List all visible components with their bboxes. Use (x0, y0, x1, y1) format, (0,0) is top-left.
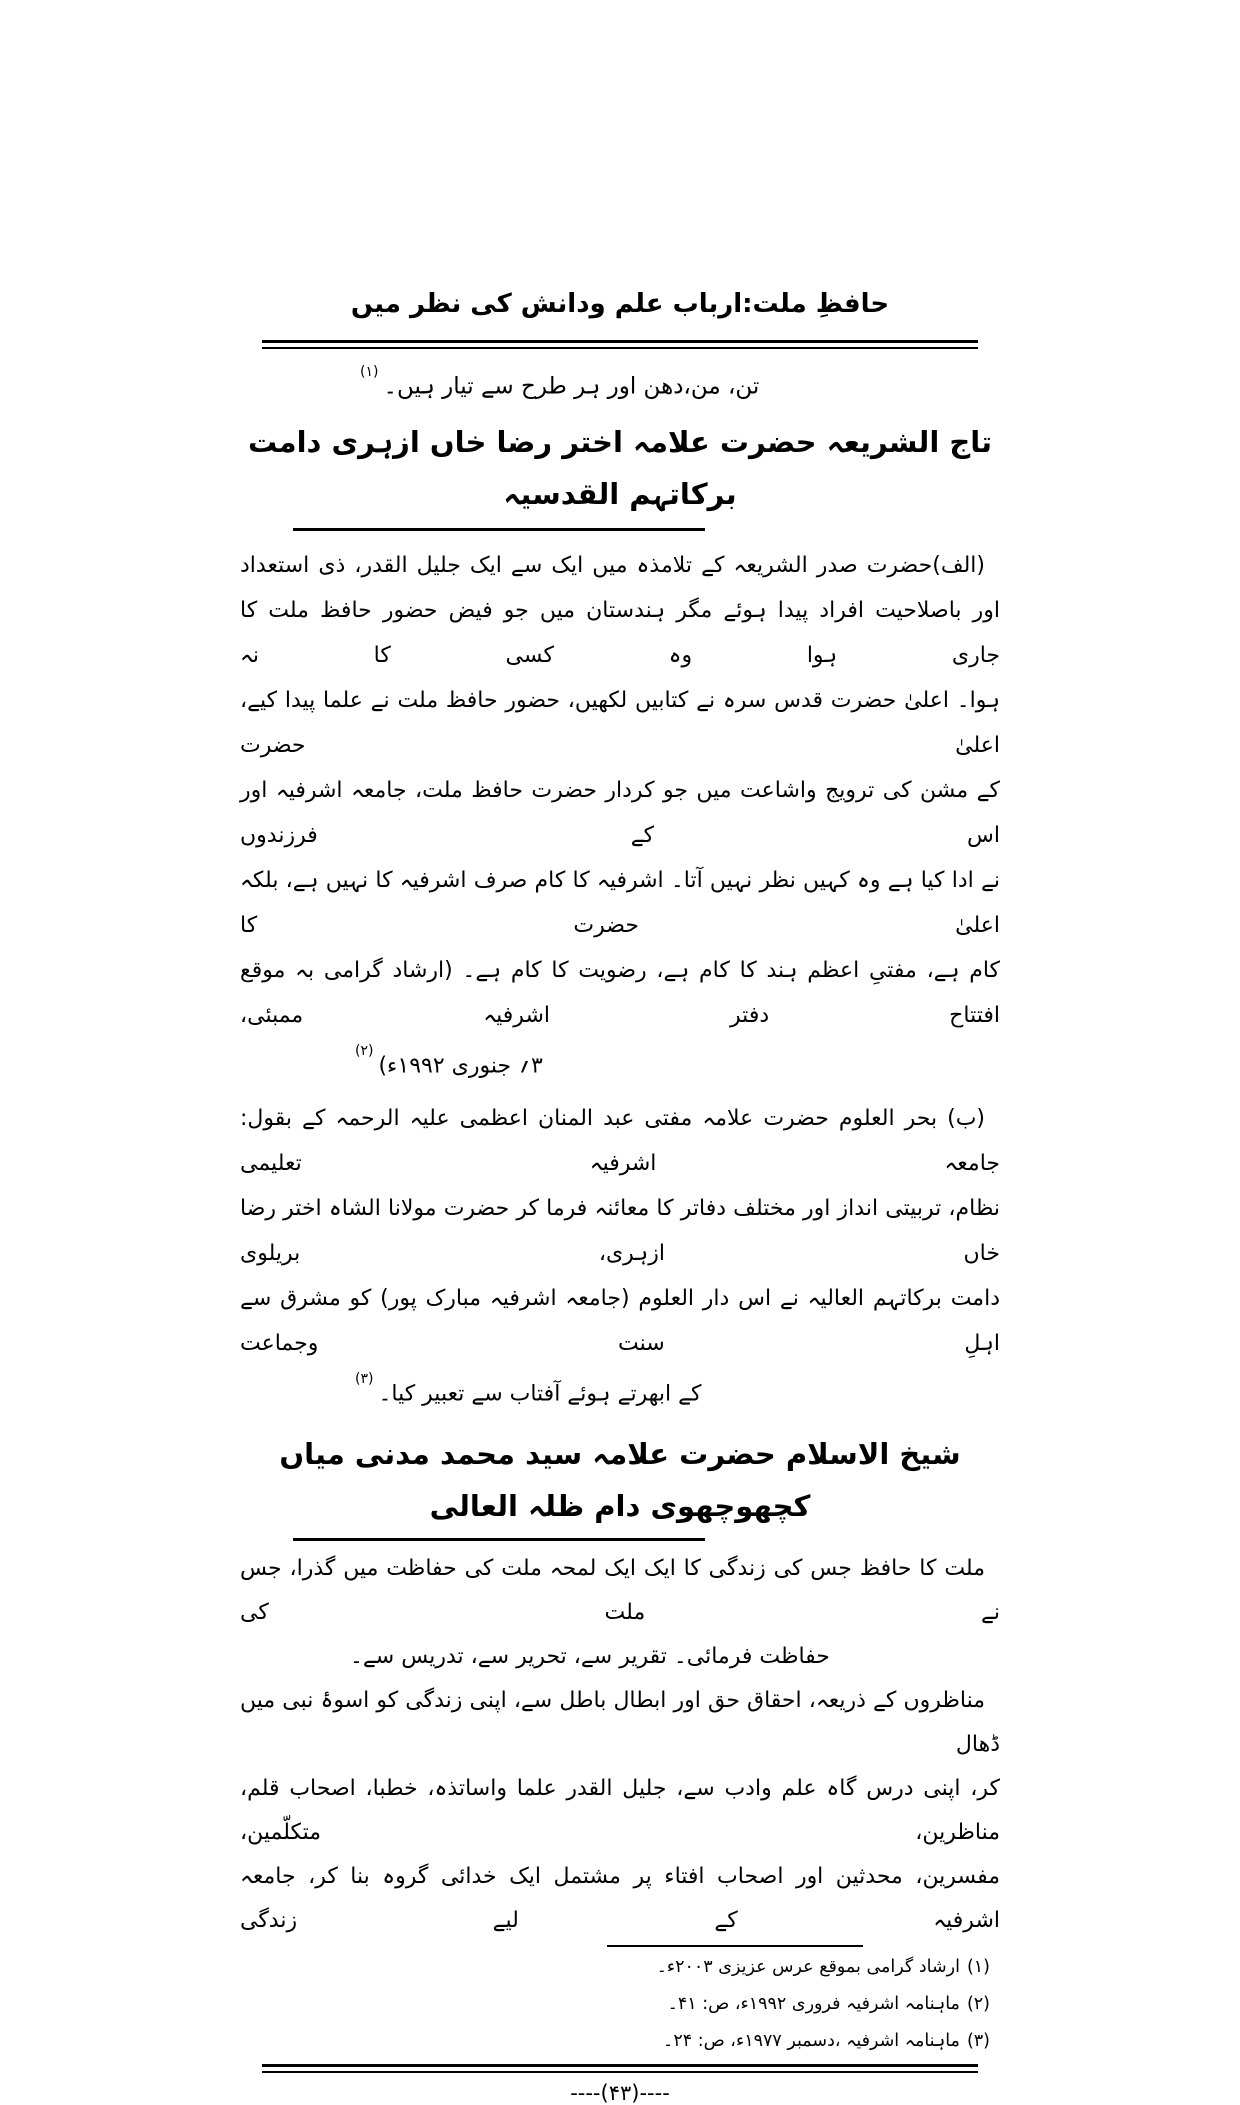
footnote-1-text: ارشاد گرامی بموقع عرس عزیزی ۲۰۰۳ء۔ (656, 1957, 960, 1978)
paragraph-line: نظام، تربیتی انداز اور مختلف دفاتر کا معائنہ فرما کر حضرت مولانا الشاہ اختر رضا خاں ازہری، بریلوی (240, 1195, 1000, 1266)
paragraph-line: کے مشن کی ترویج واشاعت میں جو کردار حضرت حافظ ملت، جامعہ اشرفیہ اور اس کے فرزندوں (240, 777, 1000, 848)
section-1-heading: تاج الشریعہ حضرت علامہ اختر رضا خاں ازہری دامت برکاتہم القدسیہ (247, 424, 993, 511)
paragraph-line: کر، اپنی درس گاہ علم وادب سے، جلیل القدر علما واساتذہ، خطبا، اصحاب قلم، مناظرین، متکلّمین، (240, 1776, 1000, 1846)
footnote-3 (240, 2023, 990, 2060)
continuation-line (240, 359, 1000, 410)
footnote-1 (240, 1949, 990, 1986)
footnote-2-text: ماہنامہ اشرفیہ فروری ۱۹۹۲ء، ص: ۴۱۔ (667, 1994, 960, 2015)
paragraph-line: (الف)حضرت صدر الشریعہ کے تلامذہ میں ایک سے ایک جلیل القدر، ذی استعداد (240, 552, 985, 578)
paragraph-line: (ب) بحر العلوم حضرت علامہ مفتی عبد المنان اعظمی علیہ الرحمہ کے بقول: جامعہ اشرفیہ تعلیمی (240, 1105, 1000, 1176)
section-2-heading: شیخ الاسلام حضرت علامہ سید محمد مدنی میاں کچھوچھوی دام ظلہ العالی (279, 1437, 961, 1524)
section-1-heading-underline (293, 528, 705, 531)
paragraph-alif (240, 543, 1000, 1088)
paragraph-end-line: حفاظت فرمائی۔ تقریر سے، تحریر سے، تدریس سے۔ (350, 1644, 830, 1670)
footnote-1-marker: (۱) (966, 1957, 990, 1978)
paragraph-line: مناظروں کے ذریعہ، احقاق حق اور ابطال باطل سے، اپنی زندگی کو اسوۂ نبی میں ڈھال (240, 1688, 1000, 1758)
footnotes-block (240, 1949, 1000, 2060)
paragraph-line: اور باصلاحیت افراد پیدا ہوئے مگر ہندستان میں جو فیض حضور حافظ ملت کا جاری ہوا وہ کسی کا نہ (240, 597, 1000, 668)
paragraph-millat (240, 1547, 1000, 1679)
footer-double-rule (262, 2064, 978, 2073)
paragraph-be (240, 1096, 1000, 1416)
paragraph-line: ملت کا حافظ جس کی زندگی کا ایک ایک لمحہ ملت کی حفاظت میں گذرا، جس نے ملت کی (240, 1556, 1000, 1626)
footnote-3-text: ماہنامہ اشرفیہ ،دسمبر ۱۹۷۷ء، ص: ۲۴۔ (663, 2031, 960, 2052)
paragraph-end-line (240, 1366, 1000, 1416)
paragraph-end-text: ۳؍ جنوری ۱۹۹۲ء) (378, 1052, 543, 1078)
paragraph-line: کام ہے، مفتیِ اعظم ہند کا کام ہے، رضویت کا کام ہے۔ (ارشاد گرامی بہ موقع افتتاح دفتر اشرفیہ ممبئی، (240, 957, 1000, 1028)
paragraph-end-line (240, 1038, 1000, 1088)
footnote-ref-3: (۳) (355, 1370, 374, 1387)
footnote-2 (240, 1986, 990, 2023)
footnote-3-marker: (۳) (966, 2031, 990, 2052)
footnote-separator-rule (607, 1945, 863, 1947)
paragraph-line: دامت برکاتہم العالیہ نے اس دار العلوم (جامعہ اشرفیہ مبارک پور) کو مشرق سے اہلِ سنت وجماعت (240, 1285, 1000, 1356)
page-number: ----(۴۳)---- (570, 2081, 670, 2105)
paragraph-line: مفسرین، محدثین اور اصحاب افتاء پر مشتمل ایک خدائی گروہ بنا کر، جامعہ اشرفیہ کے لیے زندگی (240, 1864, 1000, 1934)
paragraph-end-text: کے ابھرتے ہوئے آفتاب سے تعبیر کیا۔ (378, 1381, 702, 1407)
continuation-text: تن، من،دھن اور ہر طرح سے تیار ہیں۔ (383, 373, 760, 400)
book-page (240, 0, 1000, 2105)
footnote-ref-2: (۲) (355, 1042, 374, 1059)
footnote-ref-1: (۱) (360, 364, 379, 380)
running-header-title: حافظِ ملت:ارباب علم ودانش کی نظر میں (350, 289, 890, 319)
paragraph-line: نے ادا کیا ہے وہ کہیں نظر نہیں آتا۔ اشرفیہ کا کام صرف اشرفیہ کا نہیں ہے، بلکہ اعلیٰ حضرت کا (240, 867, 1000, 938)
footnote-2-marker: (۲) (966, 1994, 990, 2015)
paragraph-line: ہوا۔ اعلیٰ حضرت قدس سرہ نے کتابیں لکھیں، حضور حافظ ملت نے علما پیدا کیے، اعلیٰ حضرت (240, 687, 1000, 758)
header-double-rule (262, 340, 978, 349)
section-2-heading-underline (293, 1538, 705, 1541)
paragraph-munazron (240, 1679, 1000, 1943)
